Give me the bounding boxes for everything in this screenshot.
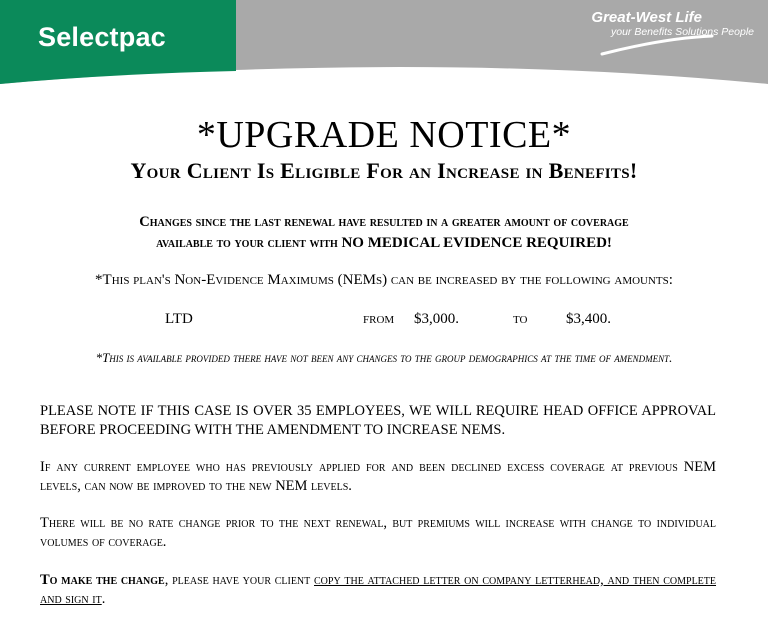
ltd-label: LTD — [165, 311, 193, 327]
no-medical-evidence-text: NO MEDICAL EVIDENCE REQUIRED! — [341, 235, 612, 251]
head-office-approval-note: PLEASE NOTE IF THIS CASE IS OVER 35 EMPLOYEES, WE WILL REQUIRE HEAD OFFICE APPROVAL BEFORE PROCEEDING WITH THE AMENDMENT TO INCREASE NEMS. — [40, 403, 716, 438]
changes-line-1: Changes since the last renewal have resulted in a greater amount of coverage — [139, 214, 629, 230]
availability-note: *This is available provided there have not been any changes to the group demographics at the time of amendment. — [95, 350, 673, 365]
changes-line-2-prefix: available to your client with — [156, 235, 342, 251]
make-change-lead: To make the change — [40, 572, 165, 588]
ltd-to-word: to — [513, 311, 528, 327]
ltd-from-word: from — [363, 311, 395, 327]
company-logo-text: Great-West Life — [591, 9, 702, 26]
make-change-mid: , please have your client — [164, 572, 314, 588]
changes-line-2 — [0, 233, 768, 254]
rate-change-note: There will be no rate change prior to the next renewal, but premiums will increase with change to individual volumes of coverage. — [40, 515, 716, 550]
copy-letter-instruction: copy the attached letter on company letterhead, and then complete and sign it — [40, 572, 717, 607]
ltd-to-value: $3,400. — [566, 311, 611, 327]
header-banner — [0, 0, 768, 84]
nems-statement: *This plan's Non-Evidence Maximums (NEMs) can be increased by the following amounts: — [95, 272, 673, 288]
make-change-instructions — [40, 571, 716, 609]
notice-title: *UPGRADE NOTICE* — [196, 114, 572, 156]
company-tagline: your Benefits Solutions People — [610, 26, 754, 38]
declined-coverage-note: If any current employee who has previously applied for and been declined excess coverage at previous NEM levels, can now be improved to the new NEM levels. — [40, 459, 716, 494]
make-change-end: . — [101, 591, 106, 607]
notice-subtitle: Your Client Is Eligible For an Increase in Benefits! — [130, 158, 638, 183]
changes-statement — [0, 212, 768, 254]
product-name: Selectpac — [38, 22, 166, 52]
ltd-from-value: $3,000. — [414, 311, 459, 327]
